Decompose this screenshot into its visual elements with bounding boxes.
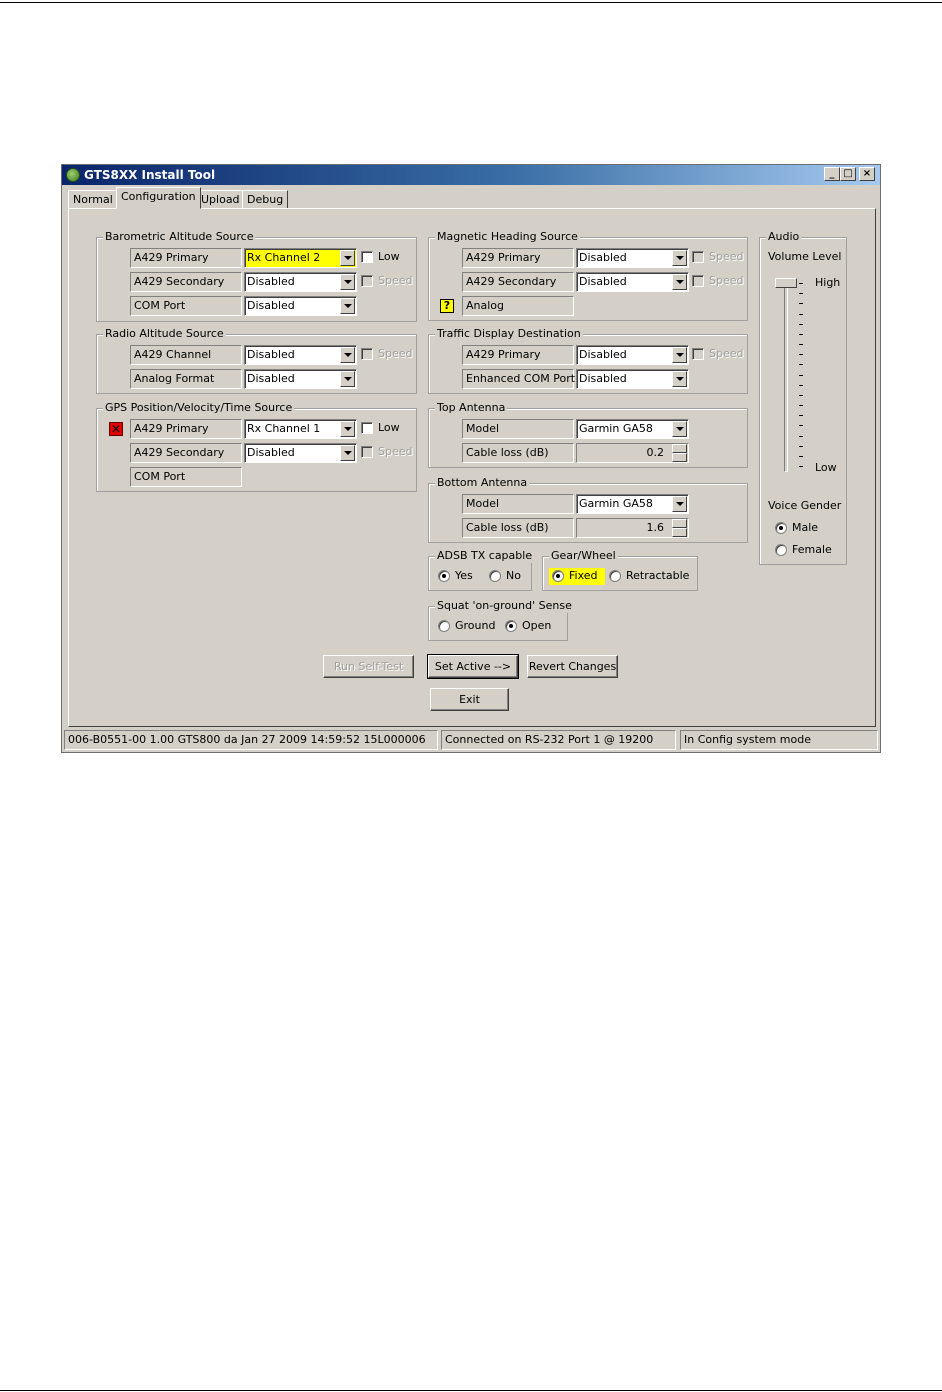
chevron-down-icon[interactable] — [340, 274, 355, 290]
volume-tick — [799, 415, 803, 416]
volume-tick — [799, 456, 803, 457]
chevron-down-icon[interactable] — [672, 347, 687, 363]
chevron-down-icon[interactable] — [340, 298, 355, 314]
radio-altitude-group — [96, 327, 417, 394]
baro-speed-label: Speed — [378, 274, 413, 287]
volume-tick — [799, 466, 803, 467]
audio-group — [759, 230, 847, 565]
bottom-model-select[interactable]: Garmin GA58 — [576, 494, 689, 514]
baro-com-select[interactable]: Disabled — [244, 296, 357, 316]
bottom-loss-label: Cable loss (dB) — [462, 518, 574, 538]
volume-tick — [799, 395, 803, 396]
gps-com-label: COM Port — [130, 467, 242, 487]
chevron-down-icon[interactable] — [340, 421, 355, 437]
squat-open-radio[interactable] — [505, 620, 517, 632]
volume-tick — [799, 303, 803, 304]
volume-tick — [799, 334, 803, 335]
top-antenna-title: Top Antenna — [437, 401, 506, 414]
traffic-speed-label: Speed — [709, 347, 744, 360]
status-version: 006-B0551-00 1.00 GTS800 da Jan 27 2009 14:59:52 15L000006 — [64, 730, 438, 750]
mag-secondary-speed-checkbox[interactable] — [692, 275, 704, 287]
radio-speed-label: Speed — [378, 347, 413, 360]
spin-down-icon[interactable] — [672, 453, 687, 462]
tab-normal[interactable]: Normal — [68, 190, 118, 209]
mag-heading-title: Magnetic Heading Source — [437, 230, 578, 243]
baro-primary-label: A429 Primary — [130, 248, 242, 268]
radio-channel-select[interactable]: Disabled — [244, 345, 357, 365]
audio-title: Audio — [768, 230, 800, 243]
gps-primary-label: A429 Primary — [130, 419, 242, 439]
mag-secondary-speed-label: Speed — [709, 274, 744, 287]
top-antenna-group — [428, 401, 748, 468]
bottom-antenna-group — [428, 476, 748, 543]
spin-down-icon[interactable] — [672, 528, 687, 537]
gender-male-label: Male — [792, 521, 819, 534]
revert-changes-button[interactable]: Revert Changes — [527, 655, 618, 678]
baro-low-label: Low — [378, 250, 400, 263]
gender-female-radio[interactable] — [775, 544, 787, 556]
gps-speed-checkbox[interactable] — [361, 446, 373, 458]
volume-low-label: Low — [815, 461, 837, 474]
volume-tick — [799, 425, 803, 426]
gender-female-label: Female — [792, 543, 832, 556]
traffic-primary-label: A429 Primary — [462, 345, 574, 365]
tab-debug[interactable]: Debug — [242, 190, 288, 209]
chevron-down-icon[interactable] — [340, 445, 355, 461]
baro-speed-checkbox[interactable] — [361, 275, 373, 287]
minimize-button[interactable]: _ — [824, 167, 840, 181]
gear-fixed-label: Fixed — [569, 569, 598, 582]
chevron-down-icon[interactable] — [340, 347, 355, 363]
radio-speed-checkbox[interactable] — [361, 348, 373, 360]
mag-analog-label: Analog — [462, 296, 574, 316]
app-globe-icon — [66, 168, 80, 182]
squat-open-label: Open — [522, 619, 552, 632]
volume-tick — [799, 354, 803, 355]
question-icon[interactable]: ? — [440, 299, 454, 313]
maximize-button[interactable]: □ — [840, 167, 856, 181]
adsb-no-radio[interactable] — [489, 570, 501, 582]
error-x-icon: ✕ — [110, 422, 122, 436]
gear-retractable-radio[interactable] — [609, 570, 621, 582]
volume-slider-track[interactable] — [784, 282, 788, 472]
chevron-down-icon[interactable] — [672, 250, 687, 266]
adsb-yes-radio[interactable] — [438, 570, 450, 582]
volume-tick — [799, 293, 803, 294]
adsb-yes-label: Yes — [455, 569, 473, 582]
mag-primary-label: A429 Primary — [462, 248, 574, 268]
adsb-tx-title: ADSB TX capable — [437, 549, 533, 562]
set-active-button[interactable]: Set Active --> — [428, 655, 518, 678]
volume-tick — [799, 364, 803, 365]
traffic-display-group — [428, 327, 748, 394]
adsb-no-label: No — [506, 569, 521, 582]
gps-source-group — [96, 401, 417, 492]
baro-altitude-title: Barometric Altitude Source — [105, 230, 254, 243]
top-loss-label: Cable loss (dB) — [462, 443, 574, 463]
tab-upload[interactable]: Upload — [196, 190, 245, 209]
baro-secondary-select[interactable]: Disabled — [244, 272, 357, 292]
volume-high-label: High — [815, 276, 841, 289]
mag-primary-speed-checkbox[interactable] — [692, 251, 704, 263]
gear-fixed-radio[interactable] — [552, 570, 564, 582]
top-loss-spinner[interactable]: 0.2 — [576, 443, 689, 463]
chevron-down-icon[interactable] — [672, 371, 687, 387]
gps-secondary-select[interactable]: Disabled — [244, 443, 357, 463]
gps-secondary-label: A429 Secondary — [130, 443, 242, 463]
traffic-display-title: Traffic Display Destination — [437, 327, 581, 340]
tab-configuration[interactable]: Configuration — [116, 187, 201, 209]
mag-secondary-label: A429 Secondary — [462, 272, 574, 292]
status-mode: In Config system mode — [680, 730, 878, 750]
voice-gender-label: Voice Gender — [768, 499, 842, 512]
volume-tick — [799, 405, 803, 406]
chevron-down-icon[interactable] — [672, 421, 687, 437]
page-bottom-rule — [0, 1390, 942, 1391]
radio-analog-label: Analog Format — [130, 369, 242, 389]
volume-tick — [799, 324, 803, 325]
volume-tick — [799, 385, 803, 386]
gps-speed-label: Speed — [378, 445, 413, 458]
squat-ground-label: Ground — [455, 619, 496, 632]
bottom-antenna-title: Bottom Antenna — [437, 476, 528, 489]
gps-low-label: Low — [378, 421, 400, 434]
gear-wheel-group — [542, 549, 698, 591]
bottom-loss-spinner[interactable]: 1.6 — [576, 518, 689, 538]
gps-source-title: GPS Position/Velocity/Time Source — [105, 401, 293, 414]
radio-analog-select[interactable]: Disabled — [244, 369, 357, 389]
baro-primary-select[interactable]: Rx Channel 2 — [244, 248, 357, 268]
mag-secondary-select[interactable]: Disabled — [576, 272, 689, 292]
baro-low-checkbox[interactable] — [361, 251, 373, 263]
spin-up-icon[interactable] — [672, 519, 687, 528]
close-button[interactable]: × — [859, 167, 875, 181]
bottom-model-label: Model — [462, 494, 574, 514]
chevron-down-icon[interactable] — [672, 274, 687, 290]
mag-heading-group — [428, 230, 748, 321]
adsb-tx-group — [428, 549, 533, 591]
traffic-speed-checkbox[interactable] — [692, 348, 704, 360]
mag-primary-speed-label: Speed — [709, 250, 744, 263]
title-bar[interactable] — [62, 165, 880, 185]
squat-sense-title: Squat 'on-ground' Sense — [437, 599, 572, 612]
install-tool-window — [61, 164, 881, 753]
volume-tick — [799, 344, 803, 345]
exit-button[interactable]: Exit — [430, 688, 509, 711]
volume-tick — [799, 314, 803, 315]
gear-retractable-label: Retractable — [626, 569, 690, 582]
gear-wheel-title: Gear/Wheel — [551, 549, 616, 562]
gender-male-radio[interactable] — [775, 522, 787, 534]
top-model-label: Model — [462, 419, 574, 439]
baro-com-label: COM Port — [130, 296, 242, 316]
radio-altitude-title: Radio Altitude Source — [105, 327, 224, 340]
volume-slider-thumb[interactable] — [775, 278, 797, 288]
window-title: GTS8XX Install Tool — [84, 168, 216, 182]
traffic-primary-select[interactable]: Disabled — [576, 345, 689, 365]
page-top-rule — [0, 2, 942, 3]
volume-tick — [799, 375, 803, 376]
run-self-test-button[interactable]: Run Self-Test — [323, 655, 414, 678]
volume-level-label: Volume Level — [768, 250, 842, 263]
chevron-down-icon[interactable] — [340, 250, 355, 266]
chevron-down-icon[interactable] — [672, 496, 687, 512]
volume-tick — [799, 436, 803, 437]
squat-sense-group — [428, 599, 572, 641]
mag-primary-select[interactable]: Disabled — [576, 248, 689, 268]
baro-altitude-group — [96, 230, 417, 322]
spin-up-icon[interactable] — [672, 444, 687, 453]
traffic-com-select[interactable]: Disabled — [576, 369, 689, 389]
volume-tick — [799, 283, 803, 284]
gps-primary-select[interactable]: Rx Channel 1 — [244, 419, 357, 439]
top-model-select[interactable]: Garmin GA58 — [576, 419, 689, 439]
status-connection: Connected on RS-232 Port 1 @ 19200 — [441, 730, 676, 750]
radio-channel-label: A429 Channel — [130, 345, 242, 365]
volume-tick — [799, 446, 803, 447]
chevron-down-icon[interactable] — [340, 371, 355, 387]
traffic-com-label: Enhanced COM Port — [462, 369, 574, 389]
baro-secondary-label: A429 Secondary — [130, 272, 242, 292]
squat-ground-radio[interactable] — [438, 620, 450, 632]
gps-low-checkbox[interactable] — [361, 422, 373, 434]
